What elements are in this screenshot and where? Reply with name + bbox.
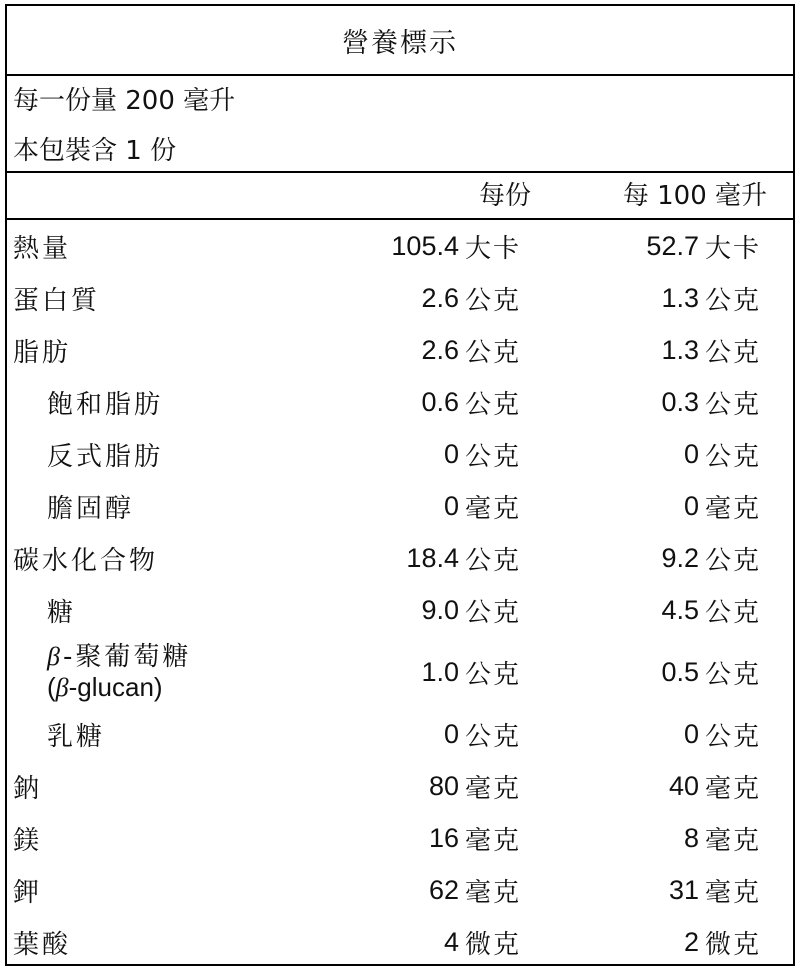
value-unit: 公克 xyxy=(704,721,761,752)
label-title: 營養標示 xyxy=(7,6,793,76)
per-serving-value xyxy=(429,864,521,916)
value-number: 0.5 xyxy=(661,656,699,687)
value-number: 0 xyxy=(683,438,699,469)
per-100ml-value xyxy=(684,916,761,968)
per-100ml-value xyxy=(646,220,761,272)
nutrient-name xyxy=(47,636,191,708)
value-unit: 公克 xyxy=(704,285,761,316)
nutrient-name: 糖 xyxy=(47,597,77,628)
value-number: 52.7 xyxy=(646,230,699,261)
nutrient-rows xyxy=(7,220,793,968)
value-unit: 公克 xyxy=(704,659,761,690)
value-unit: 公克 xyxy=(704,441,761,472)
nutrient-row-protein xyxy=(7,272,793,324)
per-serving-value xyxy=(444,428,521,480)
value-number: 4.5 xyxy=(661,594,699,625)
value-unit: 大卡 xyxy=(704,233,761,264)
per-serving-value xyxy=(429,812,521,864)
value-number: 1.3 xyxy=(661,334,699,365)
value-number: 62 xyxy=(428,874,459,905)
per-100ml-value xyxy=(661,532,761,584)
value-unit: 微克 xyxy=(704,929,761,960)
serving-size: 每一份量 200 毫升 xyxy=(13,86,236,116)
nutrient-row-cholesterol xyxy=(7,480,793,532)
value-number: 4 xyxy=(443,926,459,957)
value-unit: 毫克 xyxy=(704,773,761,804)
per-serving-value xyxy=(444,708,521,760)
value-unit: 公克 xyxy=(464,441,521,472)
nutrient-row-magnesium xyxy=(7,812,793,864)
value-number: 31 xyxy=(668,874,699,905)
value-unit: 微克 xyxy=(464,929,521,960)
value-unit: 大卡 xyxy=(464,233,521,264)
value-unit: 毫克 xyxy=(704,877,761,908)
value-number: 9.0 xyxy=(421,594,459,625)
nutrient-name: 鈉 xyxy=(13,773,43,804)
per-100ml-value xyxy=(661,376,761,428)
value-unit: 毫克 xyxy=(464,877,521,908)
per-serving-value xyxy=(421,584,521,636)
value-number: 105.4 xyxy=(391,230,459,261)
value-unit: 公克 xyxy=(704,389,761,420)
name-text: -glucan) xyxy=(68,671,163,702)
header-divider xyxy=(7,171,793,173)
value-unit: 毫克 xyxy=(704,493,761,524)
value-unit: 毫克 xyxy=(464,825,521,856)
per-100ml-value xyxy=(669,864,761,916)
name-text: -聚葡萄糖 xyxy=(62,641,192,672)
value-number: 18.4 xyxy=(406,542,459,573)
nutrient-name-line2 xyxy=(47,672,191,703)
value-number: 8 xyxy=(683,822,699,853)
value-unit: 毫克 xyxy=(704,825,761,856)
value-unit: 公克 xyxy=(704,337,761,368)
nutrient-name: 鉀 xyxy=(13,877,43,908)
nutrient-row-folic-acid xyxy=(7,916,793,968)
nutrient-name: 熱量 xyxy=(13,233,72,264)
nutrient-row-beta-glucan xyxy=(7,636,793,708)
nutrient-name: 蛋白質 xyxy=(13,285,101,316)
per-serving-value xyxy=(421,636,521,708)
nutrient-row-sugar xyxy=(7,584,793,636)
per-serving-value xyxy=(429,760,521,812)
beta-symbol: β xyxy=(55,672,69,702)
nutrient-row-potassium xyxy=(7,864,793,916)
value-number: 1.0 xyxy=(421,656,459,687)
servings-per-pack: 本包裝含 1 份 xyxy=(13,136,177,166)
nutrient-name: 膽固醇 xyxy=(47,493,135,524)
value-number: 0 xyxy=(443,490,459,521)
value-unit: 公克 xyxy=(704,545,761,576)
nutrient-row-sodium xyxy=(7,760,793,812)
nutrition-label xyxy=(5,4,795,966)
value-unit: 公克 xyxy=(464,659,521,690)
nutrient-name: 葉酸 xyxy=(13,929,72,960)
per-serving-value xyxy=(421,376,521,428)
per-serving-value xyxy=(444,916,521,968)
nutrient-name-line1 xyxy=(47,642,191,672)
per-100ml-value xyxy=(684,708,761,760)
value-unit: 毫克 xyxy=(464,773,521,804)
column-header-per-100ml: 每 100 毫升 xyxy=(622,181,767,211)
per-100ml-value xyxy=(684,812,761,864)
value-number: 9.2 xyxy=(661,542,699,573)
per-serving-value xyxy=(444,480,521,532)
per-100ml-value xyxy=(684,480,761,532)
value-unit: 公克 xyxy=(704,597,761,628)
value-unit: 公克 xyxy=(464,721,521,752)
value-number: 0 xyxy=(443,718,459,749)
column-header-per-serving: 每份 xyxy=(478,181,531,211)
per-100ml-value xyxy=(661,584,761,636)
per-100ml-value xyxy=(669,760,761,812)
value-number: 40 xyxy=(668,770,699,801)
value-number: 2.6 xyxy=(421,282,459,313)
nutrient-row-energy xyxy=(7,220,793,272)
value-unit: 公克 xyxy=(464,597,521,628)
value-number: 16 xyxy=(428,822,459,853)
value-number: 2 xyxy=(683,926,699,957)
value-number: 0 xyxy=(683,718,699,749)
value-unit: 公克 xyxy=(464,389,521,420)
value-number: 80 xyxy=(428,770,459,801)
value-unit: 公克 xyxy=(464,285,521,316)
per-serving-value xyxy=(391,220,521,272)
value-number: 0 xyxy=(683,490,699,521)
nutrient-row-saturated-fat xyxy=(7,376,793,428)
nutrient-row-lactose xyxy=(7,708,793,760)
value-number: 0.6 xyxy=(421,386,459,417)
per-serving-value xyxy=(406,532,521,584)
nutrient-row-trans-fat xyxy=(7,428,793,480)
nutrient-name: 碳水化合物 xyxy=(13,545,159,576)
per-100ml-value xyxy=(661,272,761,324)
nutrient-row-carbohydrate xyxy=(7,532,793,584)
beta-symbol: β xyxy=(47,641,63,671)
per-100ml-value xyxy=(661,324,761,376)
per-100ml-value xyxy=(684,428,761,480)
value-unit: 公克 xyxy=(464,545,521,576)
open-paren: ( xyxy=(47,671,56,702)
nutrient-name: 脂肪 xyxy=(13,337,72,368)
value-number: 1.3 xyxy=(661,282,699,313)
nutrient-name: 乳糖 xyxy=(47,721,106,752)
serving-info xyxy=(13,78,793,178)
value-unit: 公克 xyxy=(464,337,521,368)
per-100ml-value xyxy=(661,636,761,708)
value-number: 2.6 xyxy=(421,334,459,365)
value-unit: 毫克 xyxy=(464,493,521,524)
nutrient-name: 飽和脂肪 xyxy=(47,389,164,420)
per-serving-value xyxy=(421,272,521,324)
per-serving-value xyxy=(421,324,521,376)
nutrient-name: 鎂 xyxy=(13,825,43,856)
nutrient-name: 反式脂肪 xyxy=(47,441,164,472)
value-number: 0 xyxy=(443,438,459,469)
value-number: 0.3 xyxy=(661,386,699,417)
nutrient-row-fat xyxy=(7,324,793,376)
